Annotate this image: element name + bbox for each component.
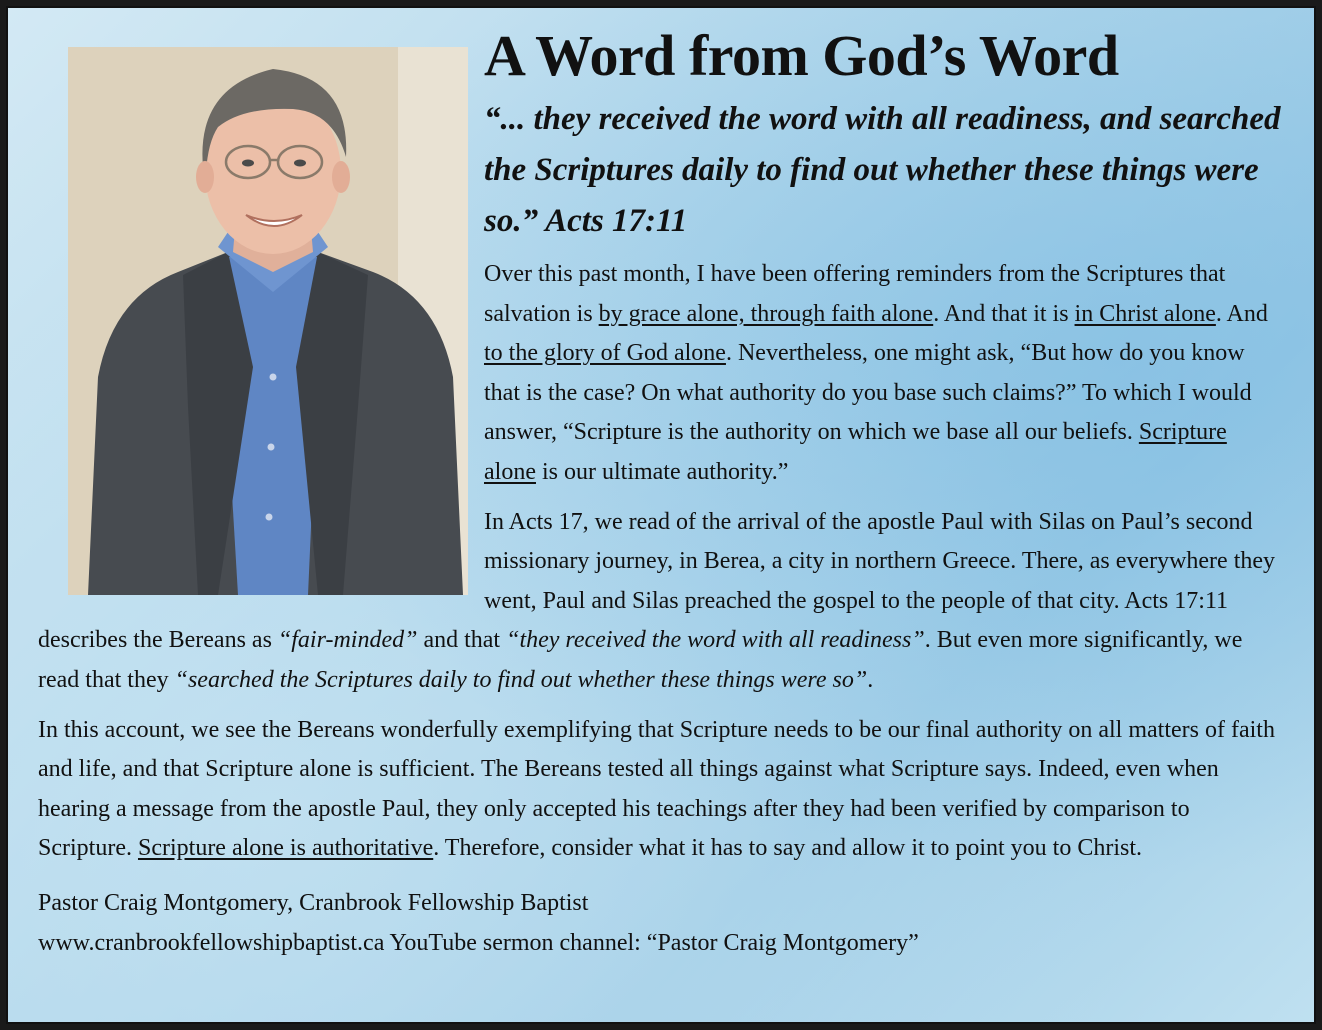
paragraph-1: Over this past month, I have been offering reminders from the Scriptures that salvation is by grace alone, through faith alone. And that it is in Christ alone. And to the glory of God alone. Nevertheless, one might ask, “But how do you know that is the case? On what authority do you base such claims?” To which I would answer, “Scripture is the authority on which we base all our beliefs. Scripture alone is our ultimate authority.” bbox=[484, 261, 1268, 485]
underlined-phrase: in Christ alone bbox=[1074, 300, 1216, 327]
signature-name: Pastor Craig Montgomery, Cranbrook Fellowship Baptist bbox=[38, 889, 589, 916]
paragraph-2: In Acts 17, we read of the arrival of the apostle Paul with Silas on Paul’s second missionary journey, in Berea, a city in northern Greece. There, as everywhere they went, Paul and Silas preached the gospel to the people of that city. Acts 17:11 describes the Bereans as “fair-minded” and that “they received the word with all readiness”. But even more significantly, we read that they “searched the Scriptures daily to find out whether these things were so”. bbox=[38, 508, 1276, 693]
article-panel bbox=[6, 6, 1316, 1024]
underlined-phrase: Scripture alone is authoritative bbox=[137, 835, 434, 862]
scripture-verse: “... they received the word with all readiness, and searched the Scriptures daily to find out whether these things were so.” Acts 17:11 bbox=[484, 101, 1281, 239]
underlined-phrase: to the glory of God alone bbox=[484, 340, 726, 367]
signature-block bbox=[38, 883, 1284, 963]
italic-quote: “searched the Scriptures daily to find out whether these things were so” bbox=[174, 666, 868, 693]
paragraph-3: In this account, we see the Bereans wonderfully exemplifying that Scripture needs to be our final authority on all matters of faith and life, and that Scripture alone is sufficient. The Bereans tested all things against what Scripture says. Indeed, even when hearing a message from the apostle Paul, they only accepted his teachings after they had been verified by comparison to Scripture. Scripture alone is authoritative. Therefore, consider what it has to say and allow it to point you to Christ. bbox=[38, 716, 1275, 862]
italic-quote: “they received the word with all readiness” bbox=[506, 627, 925, 654]
underlined-phrase: by grace alone, through faith alone bbox=[598, 300, 934, 327]
italic-quote: “fair-minded” bbox=[277, 627, 418, 654]
underlined-phrase: Scripture alone bbox=[484, 419, 1227, 485]
article-title: A Word from God’s Word bbox=[484, 23, 1119, 88]
portrait-illustration bbox=[68, 47, 468, 595]
signature-website: www.cranbrookfellowshipbaptist.ca YouTube sermon channel: “Pastor Craig Montgomery” bbox=[38, 929, 919, 956]
article-content bbox=[8, 8, 1314, 963]
author-photo bbox=[68, 47, 468, 595]
